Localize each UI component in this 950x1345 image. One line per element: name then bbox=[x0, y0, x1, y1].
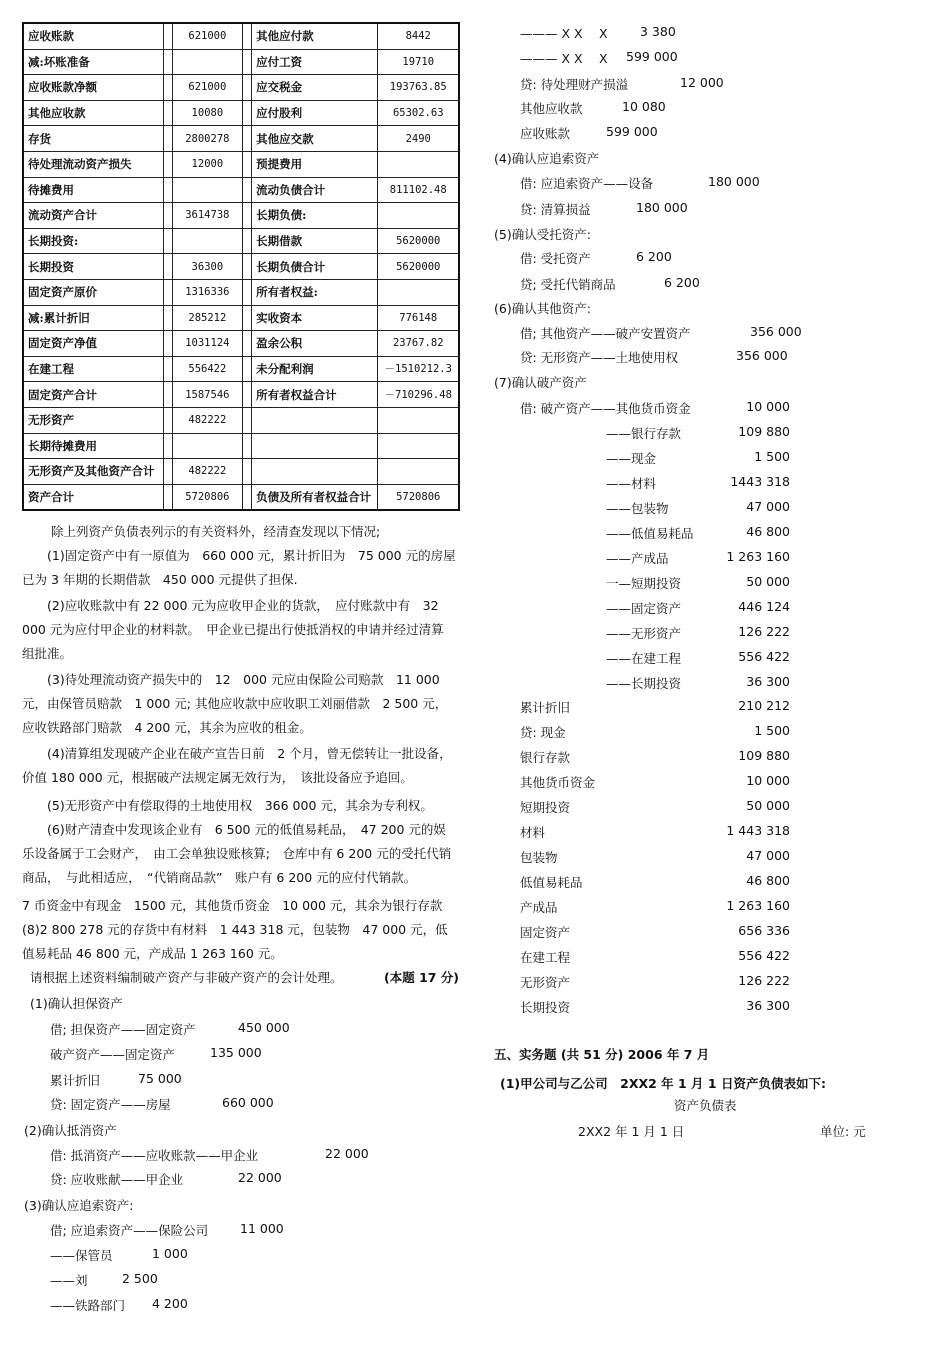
balance-row bbox=[23, 203, 459, 229]
paragraph-8: (8)2 800 278 元的存货中有材料 1 443 318 元，包装物 47 000 元，低值易耗品 46 800 元，产成品 1 263 160 元。 bbox=[22, 922, 448, 961]
label-cell: 存货 bbox=[23, 126, 163, 152]
label-cell: 应交税金 bbox=[252, 75, 378, 101]
credit-label: 短期投资 bbox=[520, 800, 571, 815]
label-cell: 其他应收款 bbox=[23, 100, 163, 126]
paragraph-7: 7 币资金中有现金 1500 元，其他货币资金 10 000 元，其余为银行存款 bbox=[22, 898, 443, 913]
balance-row bbox=[23, 407, 459, 433]
step-1-amount-a: 450 000 bbox=[238, 1020, 290, 1035]
credit-label: 银行存款 bbox=[520, 750, 571, 765]
step-4-entry-a: 借: 应追索资产——设备 bbox=[520, 176, 654, 191]
step-3-amount-a: 11 000 bbox=[240, 1221, 284, 1236]
debit-sub-label: ——在建工程 bbox=[606, 651, 682, 666]
value-cell bbox=[378, 433, 459, 459]
debit-sub-label: ——固定资产 bbox=[606, 601, 682, 616]
entry-r3: 贷: 待处理财产损溢 bbox=[520, 77, 629, 92]
balance-row bbox=[23, 279, 459, 305]
credit-label: 低值易耗品 bbox=[520, 875, 583, 890]
balance-row bbox=[23, 382, 459, 408]
step-3-amount-d: 4 200 bbox=[152, 1296, 188, 1311]
value-cell: 621000 bbox=[172, 75, 242, 101]
credit-amount: 47 000 bbox=[746, 848, 790, 863]
value-cell: 3614738 bbox=[172, 203, 242, 229]
gap-cell bbox=[243, 407, 252, 433]
step-2-entry-b: 贷: 应收账献——甲企业 bbox=[50, 1172, 184, 1187]
value-cell bbox=[378, 459, 459, 485]
balance-row bbox=[23, 177, 459, 203]
credit-label: 材料 bbox=[520, 825, 546, 840]
step-6-entry-b: 贷: 无形资产——土地使用权 bbox=[520, 350, 679, 365]
gap-cell bbox=[243, 177, 252, 203]
balance-row bbox=[23, 49, 459, 75]
table-title: 资产负债表 bbox=[674, 1098, 737, 1113]
entry-r4: 其他应收款 bbox=[520, 101, 583, 116]
value-cell bbox=[172, 177, 242, 203]
label-cell: 应付股利 bbox=[252, 100, 378, 126]
credit-label: 其他货币资金 bbox=[520, 775, 596, 790]
step-7-title: (7)确认破产资产 bbox=[494, 375, 587, 390]
credit-amount: 1 443 318 bbox=[726, 823, 790, 838]
debit-sub-amount: 446 124 bbox=[738, 599, 790, 614]
label-cell: 待摊费用 bbox=[23, 177, 163, 203]
credit-label: 在建工程 bbox=[520, 950, 571, 965]
step-5-entry-a: 借: 受托资产 bbox=[520, 251, 591, 266]
gap-cell bbox=[163, 49, 172, 75]
debit-sub-label: ——无形资产 bbox=[606, 626, 682, 641]
label-cell bbox=[252, 459, 378, 485]
value-cell: 23767.82 bbox=[378, 331, 459, 357]
table-date: 2XX2 年 1 月 1 日 bbox=[578, 1124, 685, 1139]
amount-r3: 12 000 bbox=[680, 75, 724, 90]
question-score: (本题 17 分) bbox=[384, 970, 460, 985]
debit-sub-amount: 36 300 bbox=[746, 674, 790, 689]
debit-sub-amount: 126 222 bbox=[738, 624, 790, 639]
intro-text: 除上列资产负债表列示的有关资料外，经清查发现以下情况; bbox=[51, 524, 381, 539]
step-7-debit-head-amount: 10 000 bbox=[746, 399, 790, 414]
label-cell: 在建工程 bbox=[23, 356, 163, 382]
debit-sub-label: ——现金 bbox=[606, 451, 657, 466]
step-6-title: (6)确认其他资产: bbox=[494, 301, 591, 316]
credit-label: 产成品 bbox=[520, 900, 558, 915]
debit-sub-amount: 1443 318 bbox=[730, 474, 790, 489]
amount-r1: 3 380 bbox=[640, 24, 676, 39]
step-3-title: (3)确认应追索资产: bbox=[24, 1198, 134, 1213]
debit-sub-label: ——材料 bbox=[606, 476, 657, 491]
balance-row bbox=[23, 459, 459, 485]
debit-sub-label: ——产成品 bbox=[606, 551, 669, 566]
entry-r1: ——— X X X bbox=[520, 26, 608, 41]
question-1-text: (1)甲公司与乙公司 2XX2 年 1 月 1 日资产负债表如下: bbox=[500, 1076, 826, 1091]
step-3-entry-c: ——刘 bbox=[50, 1273, 88, 1288]
value-cell bbox=[172, 228, 242, 254]
left-column bbox=[22, 22, 462, 511]
credit-label: 无形资产 bbox=[520, 975, 571, 990]
balance-row bbox=[23, 75, 459, 101]
gap-cell bbox=[163, 459, 172, 485]
value-cell: －710296.48 bbox=[378, 382, 459, 408]
amount-r2: 599 000 bbox=[626, 49, 678, 64]
gap-cell bbox=[163, 151, 172, 177]
credit-label: 累计折旧 bbox=[520, 700, 571, 715]
label-cell: 长期负债: bbox=[252, 203, 378, 229]
step-5-amount-b: 6 200 bbox=[664, 275, 700, 290]
amount-r5: 599 000 bbox=[606, 124, 658, 139]
credit-amount: 1 500 bbox=[754, 723, 790, 738]
gap-cell bbox=[243, 356, 252, 382]
gap-cell bbox=[243, 382, 252, 408]
debit-sub-amount: 50 000 bbox=[746, 574, 790, 589]
gap-cell bbox=[163, 382, 172, 408]
gap-cell bbox=[163, 203, 172, 229]
paragraph-1: (1)固定资产中有一原值为 660 000 元，累计折旧为 75 000 元的房屋已为 3 年期的长期借款 450 000 元提供了担保. bbox=[22, 548, 456, 587]
gap-cell bbox=[243, 49, 252, 75]
credit-amount: 109 880 bbox=[738, 748, 790, 763]
balance-row bbox=[23, 356, 459, 382]
step-7-debit-head: 借: 破产资产——其他货币资金 bbox=[520, 401, 691, 416]
label-cell: 长期待摊费用 bbox=[23, 433, 163, 459]
gap-cell bbox=[163, 75, 172, 101]
balance-row bbox=[23, 126, 459, 152]
label-cell: 未分配利润 bbox=[252, 356, 378, 382]
gap-cell bbox=[163, 356, 172, 382]
gap-cell bbox=[163, 254, 172, 280]
step-1-amount-c: 75 000 bbox=[138, 1071, 182, 1086]
paragraph-3: (3)待处理流动资产损失中的 12 000 元应由保险公司赔款 11 000 元，由保管员赔款 1 000 元; 其他应收款中应收职工刘丽借款 2 500 元，应收铁路部门赔款 4 200 元，其余为应收的租金。 bbox=[22, 672, 448, 735]
gap-cell bbox=[163, 126, 172, 152]
gap-cell bbox=[243, 459, 252, 485]
credit-amount: 10 000 bbox=[746, 773, 790, 788]
value-cell: 8442 bbox=[378, 23, 459, 49]
label-cell: 其他应付款 bbox=[252, 23, 378, 49]
gap-cell bbox=[163, 433, 172, 459]
balance-row bbox=[23, 228, 459, 254]
value-cell: 1587546 bbox=[172, 382, 242, 408]
credit-label: 包装物 bbox=[520, 850, 558, 865]
debit-sub-amount: 47 000 bbox=[746, 499, 790, 514]
value-cell: 65302.63 bbox=[378, 100, 459, 126]
label-cell: 资产合计 bbox=[23, 484, 163, 510]
step-4-title: (4)确认应追索资产 bbox=[494, 151, 600, 166]
step-1-entry-d: 贷: 固定资产——房屋 bbox=[50, 1097, 171, 1112]
entry-r2: ——— X X X bbox=[520, 51, 608, 66]
label-cell: 固定资产合计 bbox=[23, 382, 163, 408]
label-cell: 减:坏账准备 bbox=[23, 49, 163, 75]
step-4-amount-b: 180 000 bbox=[636, 200, 688, 215]
amount-r4: 10 080 bbox=[622, 99, 666, 114]
value-cell: 5620000 bbox=[378, 228, 459, 254]
value-cell bbox=[378, 407, 459, 433]
step-1-amount-d: 660 000 bbox=[222, 1095, 274, 1110]
gap-cell bbox=[163, 305, 172, 331]
step-6-amount-a: 356 000 bbox=[750, 324, 802, 339]
paragraph-6: (6)财产清查中发现该企业有 6 500 元的低值易耗品， 47 200 元的娱乐设备属于工会财产， 由工会单独设账核算; 仓库中有 6 200 元的受托代销商品， 与此相适应， “代销商品款” 账户有 6 200 元的应付代销款。 bbox=[22, 822, 452, 885]
label-cell: 盈余公积 bbox=[252, 331, 378, 357]
gap-cell bbox=[163, 407, 172, 433]
gap-cell bbox=[163, 279, 172, 305]
debit-sub-amount: 109 880 bbox=[738, 424, 790, 439]
value-cell: 2800278 bbox=[172, 126, 242, 152]
label-cell: 实收资本 bbox=[252, 305, 378, 331]
label-cell: 减:累计折旧 bbox=[23, 305, 163, 331]
gap-cell bbox=[243, 126, 252, 152]
step-3-amount-c: 2 500 bbox=[122, 1271, 158, 1286]
step-1-entry-a: 借; 担保资产——固定资产 bbox=[50, 1022, 196, 1037]
label-cell: 流动资产合计 bbox=[23, 203, 163, 229]
gap-cell bbox=[243, 433, 252, 459]
value-cell: 36300 bbox=[172, 254, 242, 280]
debit-sub-label: ——长期投资 bbox=[606, 676, 682, 691]
value-cell bbox=[378, 279, 459, 305]
debit-sub-label: 一—短期投资 bbox=[606, 576, 682, 591]
label-cell: 所有者权益合计 bbox=[252, 382, 378, 408]
step-6-amount-b: 356 000 bbox=[736, 348, 788, 363]
balance-row bbox=[23, 23, 459, 49]
balance-row bbox=[23, 305, 459, 331]
step-1-entry-b: 破产资产——固定资产 bbox=[50, 1047, 176, 1062]
value-cell: －1510212.3 bbox=[378, 356, 459, 382]
step-2-title: (2)确认抵消资产 bbox=[24, 1123, 117, 1138]
label-cell: 其他应交款 bbox=[252, 126, 378, 152]
gap-cell bbox=[243, 100, 252, 126]
debit-sub-label: ——包装物 bbox=[606, 501, 669, 516]
gap-cell bbox=[243, 151, 252, 177]
step-5-entry-b: 贷; 受托代销商品 bbox=[520, 277, 616, 292]
value-cell: 10080 bbox=[172, 100, 242, 126]
gap-cell bbox=[163, 331, 172, 357]
table-unit: 单位: 元 bbox=[820, 1124, 866, 1139]
value-cell bbox=[172, 49, 242, 75]
step-5-amount-a: 6 200 bbox=[636, 249, 672, 264]
debit-sub-amount: 46 800 bbox=[746, 524, 790, 539]
step-1-amount-b: 135 000 bbox=[210, 1045, 262, 1060]
step-2-amount-a: 22 000 bbox=[325, 1146, 369, 1161]
label-cell bbox=[252, 433, 378, 459]
gap-cell bbox=[243, 305, 252, 331]
value-cell: 1316336 bbox=[172, 279, 242, 305]
value-cell: 285212 bbox=[172, 305, 242, 331]
value-cell: 1031124 bbox=[172, 331, 242, 357]
label-cell: 无形资产 bbox=[23, 407, 163, 433]
gap-cell bbox=[243, 75, 252, 101]
debit-sub-label: ——银行存款 bbox=[606, 426, 682, 441]
balance-sheet-table bbox=[22, 22, 460, 511]
gap-cell bbox=[243, 279, 252, 305]
value-cell: 482222 bbox=[172, 407, 242, 433]
step-1-entry-c: 累计折旧 bbox=[50, 1073, 101, 1088]
label-cell: 长期借款 bbox=[252, 228, 378, 254]
credit-amount: 210 212 bbox=[738, 698, 790, 713]
label-cell: 应付工资 bbox=[252, 49, 378, 75]
step-1-title: (1)确认担保资产 bbox=[30, 996, 123, 1011]
value-cell bbox=[378, 151, 459, 177]
gap-cell bbox=[243, 228, 252, 254]
label-cell bbox=[252, 407, 378, 433]
value-cell: 776148 bbox=[378, 305, 459, 331]
value-cell: 12000 bbox=[172, 151, 242, 177]
step-6-entry-a: 借; 其他资产——破产安置资产 bbox=[520, 326, 691, 341]
balance-row bbox=[23, 100, 459, 126]
label-cell: 负债及所有者权益合计 bbox=[252, 484, 378, 510]
step-4-entry-b: 贷: 清算损益 bbox=[520, 202, 591, 217]
step-4-amount-a: 180 000 bbox=[708, 174, 760, 189]
step-3-amount-b: 1 000 bbox=[152, 1246, 188, 1261]
step-5-title: (5)确认受托资产: bbox=[494, 227, 591, 242]
label-cell: 应收账款 bbox=[23, 23, 163, 49]
step-2-amount-b: 22 000 bbox=[238, 1170, 282, 1185]
debit-sub-amount: 1 263 160 bbox=[726, 549, 790, 564]
label-cell: 长期投资 bbox=[23, 254, 163, 280]
value-cell: 5620000 bbox=[378, 254, 459, 280]
credit-label: 长期投资 bbox=[520, 1000, 571, 1015]
step-3-entry-d: ——铁路部门 bbox=[50, 1298, 126, 1313]
value-cell: 2490 bbox=[378, 126, 459, 152]
balance-row bbox=[23, 331, 459, 357]
gap-cell bbox=[163, 100, 172, 126]
balance-row bbox=[23, 433, 459, 459]
label-cell: 长期投资: bbox=[23, 228, 163, 254]
step-3-entry-b: ——保管员 bbox=[50, 1248, 113, 1263]
credit-amount: 46 800 bbox=[746, 873, 790, 888]
step-3-entry-a: 借; 应追索资产——保险公司 bbox=[50, 1223, 209, 1238]
gap-cell bbox=[243, 254, 252, 280]
gap-cell bbox=[243, 331, 252, 357]
gap-cell bbox=[163, 23, 172, 49]
credit-amount: 50 000 bbox=[746, 798, 790, 813]
gap-cell bbox=[243, 23, 252, 49]
gap-cell bbox=[163, 177, 172, 203]
value-cell bbox=[172, 433, 242, 459]
question-text: 请根据上述资料编制破产资产与非破产资产的会计处理。 bbox=[30, 970, 343, 985]
label-cell: 流动负债合计 bbox=[252, 177, 378, 203]
credit-label: 贷: 现金 bbox=[520, 725, 566, 740]
value-cell: 19710 bbox=[378, 49, 459, 75]
value-cell: 193763.85 bbox=[378, 75, 459, 101]
value-cell: 556422 bbox=[172, 356, 242, 382]
label-cell: 固定资产原价 bbox=[23, 279, 163, 305]
gap-cell bbox=[163, 484, 172, 510]
gap-cell bbox=[243, 203, 252, 229]
balance-row bbox=[23, 484, 459, 510]
label-cell: 无形资产及其他资产合计 bbox=[23, 459, 163, 485]
balance-row bbox=[23, 151, 459, 177]
value-cell: 621000 bbox=[172, 23, 242, 49]
label-cell: 所有者权益: bbox=[252, 279, 378, 305]
debit-sub-amount: 1 500 bbox=[754, 449, 790, 464]
paragraph-4: (4)清算组发现破产企业在破产宣告日前 2 个月，曾无偿转让一批设备，价值 180 000 元，根据破产法规定属无效行为， 该批设备应予追回。 bbox=[22, 746, 452, 785]
gap-cell bbox=[163, 228, 172, 254]
section-5-title: 五、实务题 (共 51 分) 2006 年 7 月 bbox=[494, 1047, 710, 1062]
value-cell: 811102.48 bbox=[378, 177, 459, 203]
debit-sub-label: ——低值易耗品 bbox=[606, 526, 694, 541]
credit-amount: 36 300 bbox=[746, 998, 790, 1013]
label-cell: 固定资产净值 bbox=[23, 331, 163, 357]
credit-amount: 656 336 bbox=[738, 923, 790, 938]
value-cell: 5720806 bbox=[172, 484, 242, 510]
label-cell: 应收账款净额 bbox=[23, 75, 163, 101]
step-2-entry-a: 借: 抵消资产——应收账款——甲企业 bbox=[50, 1148, 259, 1163]
label-cell: 待处理流动资产损失 bbox=[23, 151, 163, 177]
value-cell: 482222 bbox=[172, 459, 242, 485]
label-cell: 长期负债合计 bbox=[252, 254, 378, 280]
value-cell: 5720806 bbox=[378, 484, 459, 510]
balance-row bbox=[23, 254, 459, 280]
gap-cell bbox=[243, 484, 252, 510]
label-cell: 预提费用 bbox=[252, 151, 378, 177]
credit-label: 固定资产 bbox=[520, 925, 571, 940]
paragraph-2: (2)应收账款中有 22 000 元为应收甲企业的货款， 应付账款中有 32 000 元为应付甲企业的材料款。 甲企业已提出行使抵消权的申请并经过清算组批准。 bbox=[22, 598, 444, 661]
credit-amount: 556 422 bbox=[738, 948, 790, 963]
credit-amount: 126 222 bbox=[738, 973, 790, 988]
credit-amount: 1 263 160 bbox=[726, 898, 790, 913]
debit-sub-amount: 556 422 bbox=[738, 649, 790, 664]
entry-r5: 应收账款 bbox=[520, 126, 571, 141]
value-cell bbox=[378, 203, 459, 229]
paragraph-5: (5)无形资产中有偿取得的土地使用权 366 000 元，其余为专利权。 bbox=[47, 798, 433, 813]
